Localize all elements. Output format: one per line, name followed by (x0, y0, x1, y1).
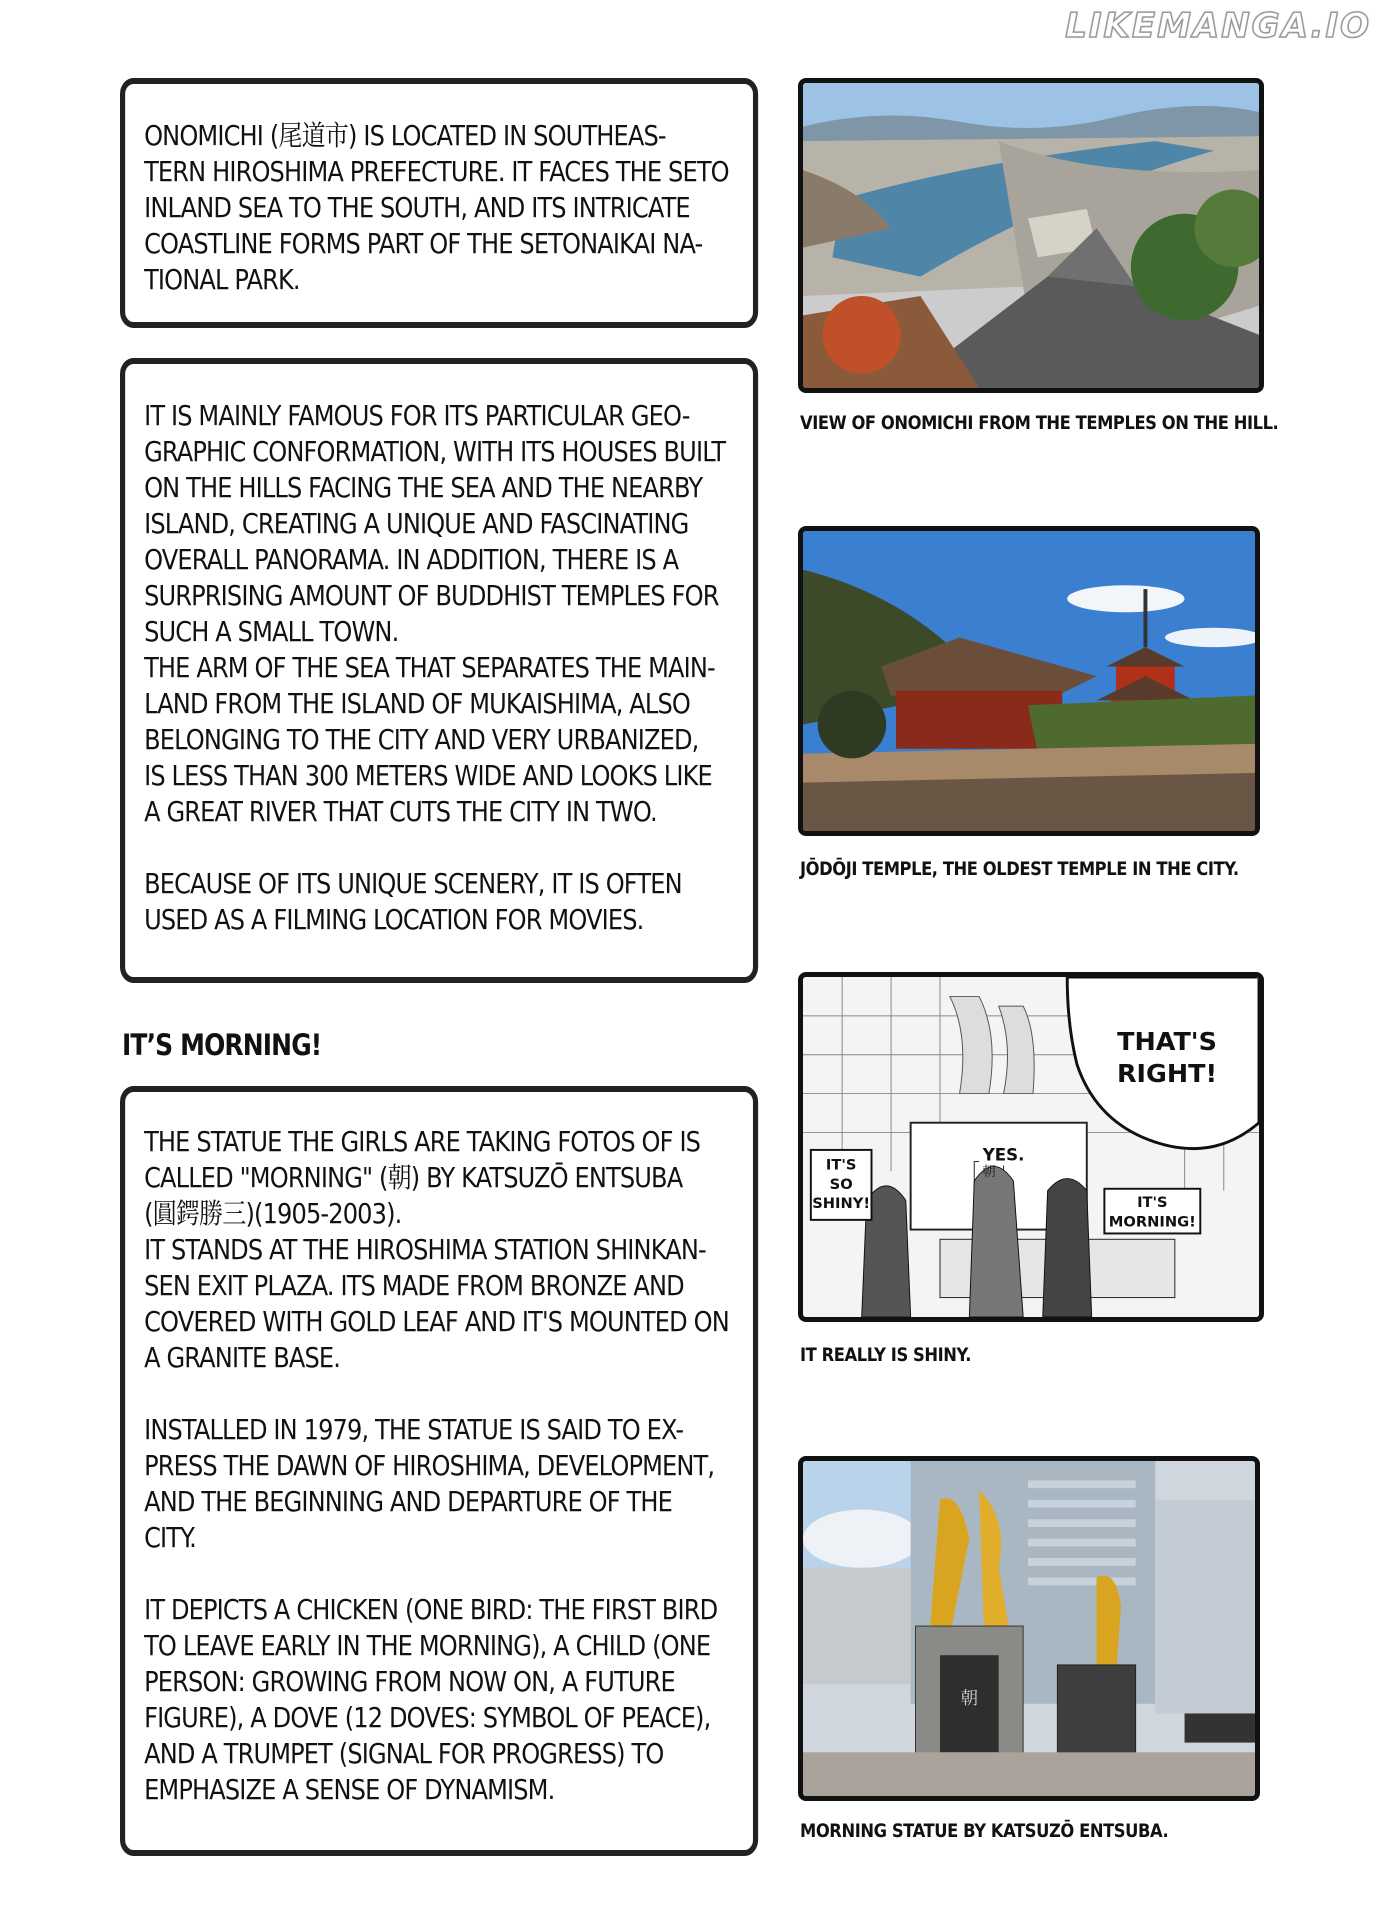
bubble-shiny-2: SO (829, 1175, 853, 1193)
section-heading: IT’S MORNING! (122, 1028, 322, 1062)
bubble-shiny-1: IT'S (825, 1156, 857, 1174)
statue-paragraph-2: INSTALLED IN 1979, THE STATUE IS SAID TO EX- PRESS THE DAWN OF HIROSHIMA, DEVELOPMENT, AND THE BEGINNING AND DEPARTURE OF THE CITY. (144, 1413, 715, 1554)
manga-sign-glyph: 朝 (982, 1164, 996, 1181)
bubble-yes: YES. (982, 1145, 1025, 1165)
bubble-morning-2: MORNING! (1108, 1213, 1196, 1231)
intro-text-box (120, 78, 758, 328)
manga-panel (798, 972, 1264, 1322)
statue-paragraph-3: IT DEPICTS A CHICKEN (ONE BIRD: THE FIRST BIRD TO LEAVE EARLY IN THE MORNING), A CHILD (ONE PERSON: GROWING FROM NOW ON, A FUTURE FIGURE), A DOVE (12 DOVES: SYMBOL OF PEACE), AND A TRUMPET (SIGNAL FOR PROGRESS) TO EMPHASIZE A SENSE OF DYNAMISM. (144, 1593, 718, 1806)
bubble-morning-1: IT'S (1137, 1194, 1168, 1212)
intro-paragraph: ONOMICHI (尾道市) IS LOCATED IN SOUTHEAS- TERN HIROSHIMA PREFECTURE. IT FACES THE SETO INLAND SEA TO THE SOUTH, AND ITS INTRICATE COASTLINE FORMS PART OF THE SETONAIKAI NA- TIONAL PARK. (144, 119, 729, 296)
onomichi-view-photo (798, 78, 1264, 393)
morning-statue-photo (798, 1456, 1260, 1801)
statue-text-box (120, 1086, 758, 1856)
bubble-thats: THAT'S (1117, 1025, 1217, 1056)
jodoji-temple-photo (798, 526, 1260, 836)
filming-paragraph: BECAUSE OF ITS UNIQUE SCENERY, IT IS OFTEN USED AS A FILMING LOCATION FOR MOVIES. (144, 867, 682, 936)
statue-paragraph-1: THE STATUE THE GIRLS ARE TAKING FOTOS OF IS CALLED "MORNING" (朝) BY KATSUZŌ ENTSUBA (圓鍔勝三)(1905-2003). IT STANDS AT THE HIROSHIMA STATION SHINKAN- SEN EXIT PLAZA. ITS MADE FROM BRONZE AND COVERED WITH GOLD LEAF AND IT'S MOUNTED ON A GRANITE BASE. (144, 1125, 729, 1374)
caption-manga-panel: IT REALLY IS SHINY. (800, 1344, 972, 1366)
site-watermark: LIKEMANGA.IO (1065, 6, 1371, 46)
plinth-glyph: 朝 (960, 1688, 979, 1709)
bubble-shiny-3: SHINY! (812, 1195, 871, 1213)
caption-onomichi-view: VIEW OF ONOMICHI FROM THE TEMPLES ON THE HILL. (800, 412, 1279, 434)
caption-jodoji-temple: JŌDŌJI TEMPLE, THE OLDEST TEMPLE IN THE CITY. (800, 858, 1239, 880)
geography-text-box (120, 358, 758, 983)
bubble-right: RIGHT! (1116, 1058, 1218, 1088)
caption-morning-statue: MORNING STATUE BY KATSUZŌ ENTSUBA. (800, 1820, 1169, 1842)
geography-paragraph: IT IS MAINLY FAMOUS FOR ITS PARTICULAR GEO- GRAPHIC CONFORMATION, WITH ITS HOUSES BUILT ON THE HILLS FACING THE SEA AND THE NEARBY ISLAND, CREATING A UNIQUE AND FASCINATING OVERALL PANORAMA. IN ADDITION, THERE IS A SURPRISING AMOUNT OF BUDDHIST TEMPLES FOR SUCH A SMALL TOWN. THE ARM OF THE SEA THAT SEPARATES THE MAIN- LAND FROM THE ISLAND OF MUKAISHIMA, ALSO BELONGING TO THE CITY AND VERY URBANIZED, IS LESS THAN 300 METERS WIDE AND LOOKS LIKE A GREAT RIVER THAT CUTS THE CITY IN TWO. (144, 399, 726, 828)
